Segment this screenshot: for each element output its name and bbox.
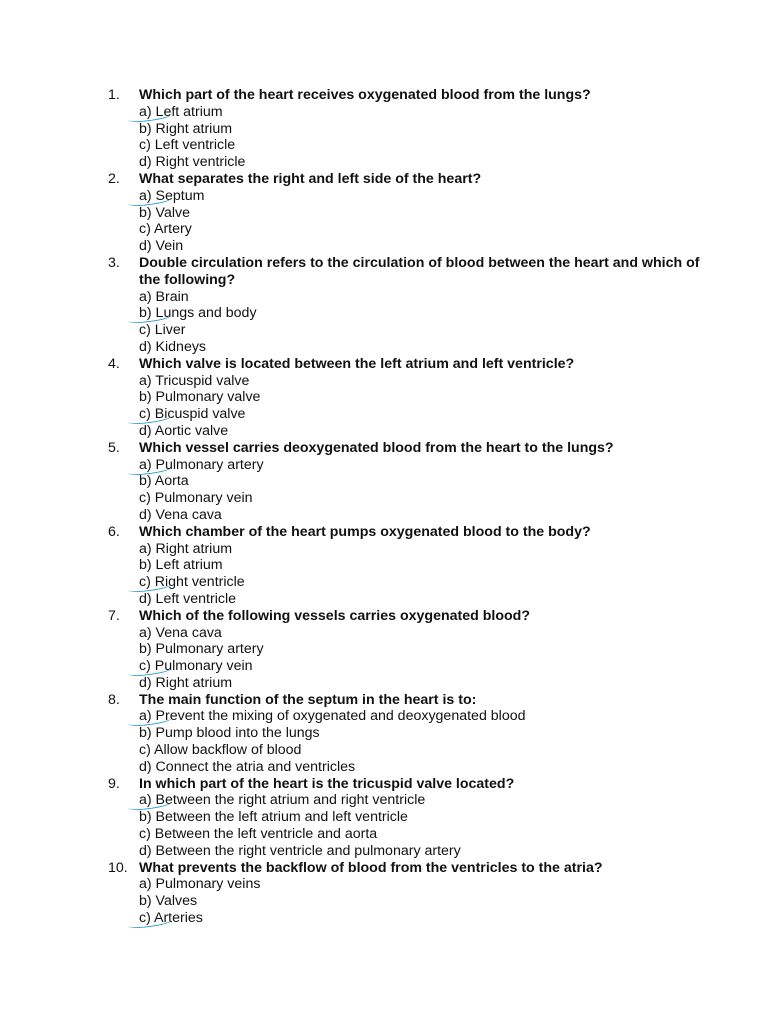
answer-option-text: c) Pulmonary vein: [139, 658, 253, 675]
question-number: 6.: [108, 523, 120, 540]
question-label: Which chamber of the heart pumps oxygenated blood to the body?: [139, 523, 591, 540]
answer-option-text: d) Right ventricle: [139, 154, 246, 171]
question-text: [139, 608, 708, 625]
answer-option-text: b) Pump blood into the lungs: [139, 725, 320, 742]
answer-options: [108, 541, 708, 608]
answer-option-text: c) Arteries: [139, 910, 203, 927]
question-text: [139, 440, 708, 457]
question-7: [108, 608, 708, 692]
answer-option-text: c) Between the left ventricle and aorta: [139, 826, 378, 843]
answer-options: [108, 289, 708, 356]
answer-options: [108, 876, 708, 926]
answer-option: [108, 591, 708, 608]
question-number: 4.: [108, 355, 120, 372]
question-label: What prevents the backflow of blood from the ventricles to the atria?: [139, 859, 603, 876]
question-heading: [108, 356, 708, 373]
question-heading: [108, 776, 708, 793]
question-1: [108, 87, 708, 171]
answer-option: [108, 373, 708, 390]
answer-option: [108, 339, 708, 356]
question-number: 5.: [108, 439, 120, 456]
answer-option-text: c) Allow backflow of blood: [139, 742, 302, 759]
question-text: [139, 776, 708, 793]
answer-option: [108, 809, 708, 826]
question-text: [139, 87, 708, 104]
question-heading: [108, 87, 708, 104]
answer-option: [108, 658, 708, 675]
question-8: [108, 692, 708, 776]
question-3: [108, 255, 708, 356]
answer-option-text: d) Vein: [139, 238, 184, 255]
question-6: [108, 524, 708, 608]
question-heading: [108, 255, 708, 289]
question-label: In which part of the heart is the tricuspid valve located?: [139, 775, 515, 792]
answer-options: [108, 188, 708, 255]
answer-option: [108, 725, 708, 742]
question-4: [108, 356, 708, 440]
answer-option: [108, 406, 708, 423]
answer-option: [108, 473, 708, 490]
question-text: [139, 171, 708, 188]
question-number: 2.: [108, 170, 120, 187]
answer-options: [108, 792, 708, 859]
answer-option-text: b) Lungs and body: [139, 305, 257, 322]
answer-option: [108, 708, 708, 725]
answer-option-text: d) Between the right ventricle and pulmonary artery: [139, 842, 461, 859]
answer-option-text: d) Connect the atria and ventricles: [139, 758, 356, 775]
answer-option: [108, 137, 708, 154]
answer-option: [108, 305, 708, 322]
question-number: 9.: [108, 775, 120, 792]
answer-option-text: a) Left atrium: [139, 103, 223, 120]
question-5: [108, 440, 708, 524]
answer-option-text: b) Right atrium: [139, 120, 233, 137]
question-label: Which valve is located between the left atrium and left ventricle?: [139, 355, 575, 372]
answer-option: [108, 322, 708, 339]
answer-option-text: a) Between the right atrium and right ventricle: [139, 792, 426, 809]
answer-option: [108, 910, 708, 927]
answer-option-text: b) Valve: [139, 204, 190, 221]
question-label: Which of the following vessels carries oxygenated blood?: [139, 607, 531, 624]
answer-options: [108, 457, 708, 524]
answer-option: [108, 507, 708, 524]
question-label: Which part of the heart receives oxygenated blood from the lungs?: [139, 87, 591, 103]
answer-option: [108, 557, 708, 574]
answer-option-text: a) Brain: [139, 288, 189, 305]
answer-option-text: a) Tricuspid valve: [139, 372, 250, 389]
answer-option-text: b) Pulmonary artery: [139, 641, 264, 658]
question-text: [139, 356, 708, 373]
question-number: 7.: [108, 607, 120, 624]
answer-option: [108, 843, 708, 860]
question-number: 10.: [108, 859, 128, 876]
answer-option: [108, 154, 708, 171]
question-heading: [108, 608, 708, 625]
answer-option: [108, 188, 708, 205]
answer-option: [108, 625, 708, 642]
answer-option: [108, 641, 708, 658]
question-text: [139, 255, 708, 289]
answer-option: [108, 826, 708, 843]
answer-option: [108, 221, 708, 238]
answer-option-text: b) Left atrium: [139, 557, 223, 574]
answer-option: [108, 675, 708, 692]
question-text: [139, 860, 708, 877]
answer-option: [108, 457, 708, 474]
answer-option-text: a) Prevent the mixing of oxygenated and deoxygenated blood: [139, 708, 526, 725]
answer-option-text: b) Aorta: [139, 473, 189, 490]
question-heading: [108, 860, 708, 877]
question-heading: [108, 171, 708, 188]
answer-option-text: a) Septum: [139, 187, 205, 204]
question-text: [139, 524, 708, 541]
question-number: 1.: [108, 87, 120, 103]
question-label: Which vessel carries deoxygenated blood from the heart to the lungs?: [139, 439, 614, 456]
answer-options: [108, 104, 708, 171]
answer-option-text: d) Vena cava: [139, 506, 222, 523]
answer-option-text: a) Right atrium: [139, 540, 233, 557]
answer-option: [108, 205, 708, 222]
answer-option-text: a) Vena cava: [139, 624, 222, 641]
answer-option-text: a) Pulmonary veins: [139, 876, 261, 893]
pen-tick-mark-icon: [128, 917, 173, 930]
answer-option: [108, 541, 708, 558]
question-heading: [108, 692, 708, 709]
question-9: [108, 776, 708, 860]
answer-option-text: c) Right ventricle: [139, 574, 245, 591]
answer-option-text: d) Right atrium: [139, 674, 233, 691]
answer-option: [108, 238, 708, 255]
answer-options: [108, 708, 708, 775]
question-2: [108, 171, 708, 255]
answer-option-text: d) Aortic valve: [139, 422, 229, 439]
answer-option: [108, 289, 708, 306]
answer-option: [108, 876, 708, 893]
answer-option-text: c) Artery: [139, 221, 192, 238]
answer-option-text: a) Pulmonary artery: [139, 456, 264, 473]
answer-option-text: b) Pulmonary valve: [139, 389, 261, 406]
question-list: [108, 87, 708, 927]
question-heading: [108, 440, 708, 457]
question-label: Double circulation refers to the circulation of blood between the heart and which of the following?: [139, 254, 700, 288]
answer-option-text: c) Liver: [139, 322, 186, 339]
answer-option-text: b) Between the left atrium and left ventricle: [139, 809, 408, 826]
question-text: [139, 692, 708, 709]
question-number: 8.: [108, 691, 120, 708]
answer-option: [108, 742, 708, 759]
question-heading: [108, 524, 708, 541]
answer-option: [108, 792, 708, 809]
answer-options: [108, 625, 708, 692]
answer-option-text: b) Valves: [139, 893, 198, 910]
question-label: The main function of the septum in the heart is to:: [139, 691, 477, 708]
answer-options: [108, 373, 708, 440]
answer-option: [108, 121, 708, 138]
answer-option-text: c) Pulmonary vein: [139, 490, 253, 507]
question-number: 3.: [108, 254, 120, 271]
answer-option: [108, 893, 708, 910]
answer-option: [108, 574, 708, 591]
question-label: What separates the right and left side of the heart?: [139, 170, 482, 187]
answer-option: [108, 759, 708, 776]
answer-option: [108, 490, 708, 507]
answer-option: [108, 389, 708, 406]
answer-option: [108, 423, 708, 440]
answer-option-text: c) Bicuspid valve: [139, 406, 246, 423]
answer-option-text: d) Kidneys: [139, 338, 207, 355]
answer-option-text: c) Left ventricle: [139, 137, 236, 154]
answer-option-text: d) Left ventricle: [139, 590, 236, 607]
answer-option: [108, 104, 708, 121]
question-10: [108, 860, 708, 927]
